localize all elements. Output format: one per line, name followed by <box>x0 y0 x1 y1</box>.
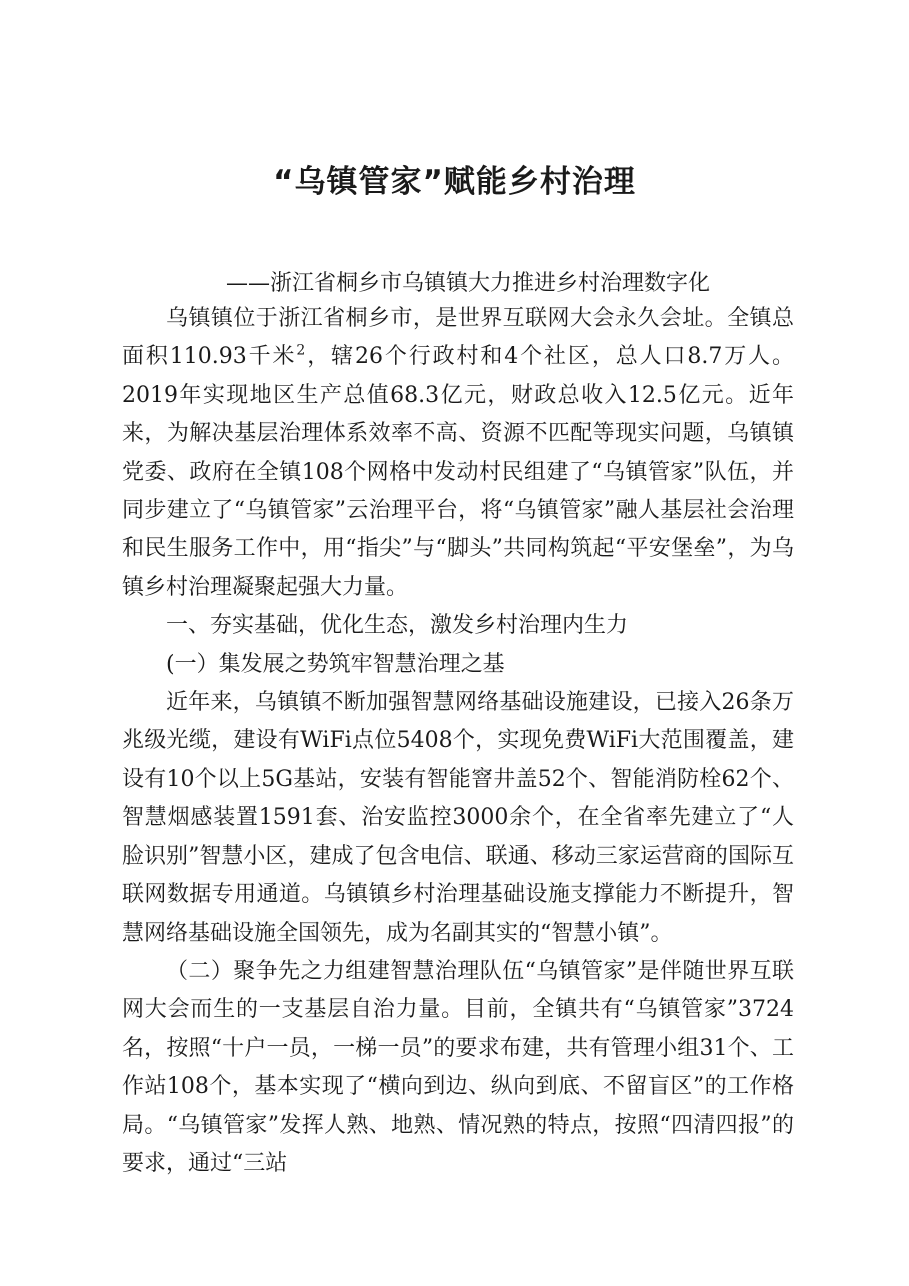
superscript-two: 2 <box>296 343 306 360</box>
intro-paragraph <box>122 300 794 607</box>
intro-text-part1: 乌镇镇位于浙江省桐乡市，是世界互联网大会永久会址。全镇总面积110.93千米 <box>122 306 794 370</box>
document-subtitle: ——浙江省桐乡市乌镇镇大力推进乡村治理数字化 <box>226 271 711 296</box>
section-heading: 一、夯实基础，优化生态，激发乡村治理内生力 <box>166 613 629 639</box>
document-body <box>122 300 794 1183</box>
document-title: “乌镇管家”赋能乡村治理 <box>273 164 636 200</box>
body-paragraph-team: （二）聚争先之力组建智慧治理队伍“乌镇管家”是伴随世界互联网大会而生的一支基层自治力量。目前，全镇共有“乌镇管家”3724名，按照“十户一员，一梯一员”的要求布建，共有管理小组31个、工作站108个，基本实现了“横向到边、纵向到底、不留盲区”的工作格局。“乌镇管家”发挥人熟、地熟、情况熟的特点，按照“四清四报”的要求，通过“三站 <box>122 958 795 1176</box>
body-paragraph-infrastructure: 近年来，乌镇镇不断加强智慧网络基础设施建设，已接入26条万兆级光缆，建设有WiFi点位5408个，实现免费WiFi大范围覆盖，建设有10个以上5G基站，安装有智能窨井盖52个、智能消防栓62个、智慧烟感装置1591套、治安监控3000余个，在全省率先建立了“人脸识别”智慧小区，建成了包含电信、联通、移动三家运营商的国际互联网数据专用通道。乌镇镇乡村治理基础设施支撑能力不断提升，智慧网络基础设施全国领先，成为名副其实的“智慧小镇”。 <box>122 690 794 946</box>
subsection-heading: (一）集发展之势筑牢智慧治理之基 <box>166 651 505 677</box>
intro-text-part2: ，辖26个行政村和4个社区，总人口8.7万人。2019年实现地区生产总值68.3亿元，财政总收入12.5亿元。近年来，为解决基层治理体系效率不高、资源不匹配等现实问题，乌镇镇党委、政府在全镇108个网格中发动村民组建了“乌镇管家”队伍，并同步建立了“乌镇管家”云治理平台，将“乌镇管家”融人基层社会治理和民生服务工作中，用“指尖”与“脚头”共同构筑起“平安堡垒”，为乌镇乡村治理凝聚起强大力量。 <box>122 344 794 600</box>
